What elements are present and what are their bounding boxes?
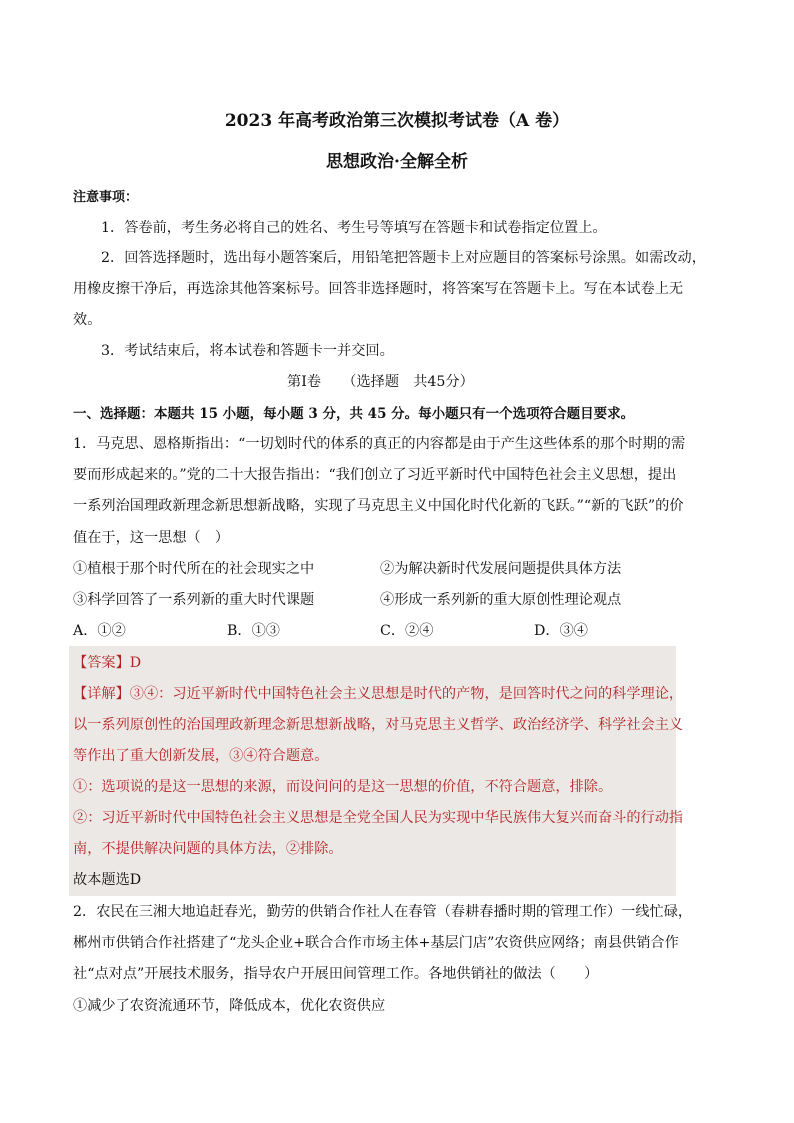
exam-title: 2023 年高考政治第三次模拟考试卷（A 卷） (224, 111, 570, 131)
statement-2: ②为解决新时代发展问题提供具体方法 (380, 561, 622, 577)
exam-subtitle: 思想政治·全解全析 (326, 152, 468, 172)
notice-item: 效。 (73, 312, 102, 328)
section-instruction: 一、选择题：本题共 15 小题，每小题 3 分，共 45 分。每小题只有一个选项符合题目要求。 (73, 406, 635, 422)
statement-3: ③科学回答了一系列新的重大时代课题 (73, 592, 315, 608)
question-2-line: 社“点对点”开展技术服务，指导农户开展田间管理工作。各地供销社的做法（ ） (73, 966, 599, 982)
detail-line: ①：选项说的是这一思想的来源，而设问问的是这一思想的价值，不符合题意，排除。 (73, 779, 613, 795)
answer-line: 【答案】D (73, 655, 142, 671)
detail-line: 等作出了重大创新发展，③④符合题意。 (73, 748, 329, 764)
volume-heading: 第Ⅰ卷 （选择题 共45分） (287, 374, 474, 390)
option-a: A．①② (73, 623, 126, 639)
question-1-line: 要而形成起来的。”党的二十大报告指出：“我们创立了习近平新时代中国特色社会主义思想，提出 (73, 467, 677, 483)
question-1-line: 1．马克思、恩格斯指出：“一切划时代的体系的真正的内容都是由于产生这些体系的那个时期的需 (73, 436, 686, 452)
detail-line: 南，不提供解决问题的具体方法，②排除。 (73, 841, 343, 857)
option-d: D．③④ (534, 623, 588, 639)
question-2-line: ①减少了农资流通环节，降低成本，优化农资供应 (73, 998, 386, 1014)
question-2-line: 2．农民在三湘大地追赶春光，勤劳的供销合作社人在春管（春耕春播时期的管理工作）一线忙碌， (73, 904, 693, 920)
notice-item: 用橡皮擦干净后，再选涂其他答案标号。回答非选择题时，将答案写在答题卡上。写在本试卷上无 (73, 281, 684, 297)
detail-line: ②：习近平新时代中国特色社会主义思想是全党全国人民为实现中华民族伟大复兴而奋斗的行动指 (73, 810, 684, 826)
question-1-line: 一系列治国理政新理念新思想新战略，实现了马克思主义中国化时代化新的飞跃。”“新的飞跃”的价 (73, 498, 684, 514)
statement-4: ④形成一系列新的重大原创性理论观点 (380, 592, 622, 608)
detail-line: 以一系列原创性的治国理政新理念新思想新战略，对马克思主义哲学、政治经济学、科学社会主义 (73, 717, 684, 733)
notice-item: 1．答卷前，考生务必将自己的姓名、考生号等填写在答题卡和试卷指定位置上。 (101, 220, 607, 236)
question-1-line: 值在于，这一思想（ ） (73, 530, 230, 546)
notice-heading: 注意事项： (73, 190, 139, 205)
option-c: C．②④ (380, 623, 434, 639)
conclusion-line: 故本题选D (73, 872, 142, 888)
question-2-line: 郴州市供销合作社搭建了“龙头企业+联合合作市场主体+基层门店”农资供应网络；南县供销合作 (73, 935, 679, 951)
option-b: B．①③ (227, 623, 280, 639)
statement-1: ①植根于那个时代所在的社会现实之中 (73, 561, 315, 577)
notice-item: 2．回答选择题时，选出每小题答案后，用铅笔把答题卡上对应题目的答案标号涂黑。如需改动， (101, 250, 706, 266)
detail-line: 【详解】③④：习近平新时代中国特色社会主义思想是时代的产物，是回答时代之问的科学理论， (73, 686, 684, 702)
notice-item: 3．考试结束后，将本试卷和答题卡一并交回。 (101, 343, 394, 359)
